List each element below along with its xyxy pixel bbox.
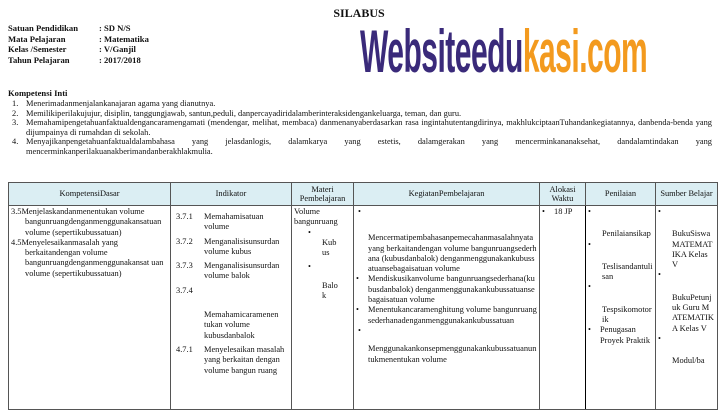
list-item [12, 137, 712, 156]
list-item [12, 99, 712, 109]
list-item [12, 118, 712, 137]
kegiatan-item: Menentukancaramenghitung volume bangunruangsederhanadenganmenggunakankubussatuan [368, 305, 537, 325]
kegiatan-item: Mencermatipembahasanpemecahanmasalahnyata yang berkaitandengan volume bangunruangsederhana (kubusdanbalok) denganmenggunakankubussatuansebagaisatuan volume [368, 233, 537, 274]
item-text: Menyajikanpengetahuanfaktualdalambahasa yang jelasdanlogis, dalamkarya yang estetis, dalamgerakan yang mencerminkananaksehat, dandalamtindakan yang mencerminkanperilakuanakberimandanberakhlakmulia. [26, 137, 712, 156]
meta-label: Kelas /Semester [8, 44, 67, 54]
sumber-item: Modul/ba [672, 356, 705, 366]
indikator-item [173, 212, 289, 233]
alokasi-value: 18 JP [554, 207, 573, 216]
cell-kegiatan [354, 206, 540, 410]
bullet-icon: • [356, 305, 359, 315]
kegiatan-bullet [356, 274, 537, 305]
indikator-item [173, 345, 289, 376]
sumber-item: BukuSiswa MATEMATIKA Kelas V [672, 229, 713, 270]
penilaian-item: Tespsikomotorik [602, 304, 652, 325]
bullet-icon: • [356, 274, 359, 284]
bullet-icon: • [658, 270, 661, 280]
item-text: Memilikiperilakujujur, disiplin, tanggungjawab, santun,peduli, danpercayadiridalamberinteraksidengankeluarga, teman, dan guru. [26, 108, 462, 118]
kompetensi-inti-heading: Kompetensi Inti [8, 88, 68, 98]
materi-title: Volume bangunruang [294, 207, 338, 227]
penilaian-item: Penugasan Proyek Praktik [600, 325, 651, 345]
watermark-part: kasi.com [522, 18, 648, 85]
indikator-code: 3.7.3 [176, 261, 193, 271]
indikator-item [173, 286, 289, 296]
bullet-icon: • [358, 207, 361, 216]
kd-item: 4.5Menyelesaikanmasalah yang berkaitandengan volume bangunruangdenganmenggunakansat uan volume (sepertikubussatuan) [11, 237, 164, 278]
indikator-code [173, 310, 204, 341]
bullet-icon: • [308, 227, 311, 237]
cell-penilaian [586, 206, 656, 410]
alokasi-item [542, 207, 583, 217]
col-header: Alokasi Waktu [540, 183, 586, 206]
col-header: KegiatanPembelajaran [354, 183, 540, 206]
meta-label: Mata Pelajaran [8, 33, 66, 44]
col-header: KompetensiDasar [9, 183, 171, 206]
page-title: SILABUS [333, 6, 385, 20]
cell-indikator [171, 206, 292, 410]
bullet-icon: • [588, 282, 591, 292]
item-number: 3. [12, 118, 19, 128]
document-meta [8, 23, 149, 65]
bullet-icon: • [588, 325, 591, 335]
indikator-item [173, 310, 289, 341]
bullet-icon: • [658, 333, 661, 343]
sumber-item: BukuPetunjuk Guru MATEMATIKA Kelas V [672, 292, 714, 333]
table-row [9, 206, 718, 410]
indikator-item [173, 261, 289, 282]
bullet-icon: • [358, 325, 361, 335]
indikator-code: 3.7.1 [176, 212, 193, 221]
kegiatan-item: Mendiskusikanvolume bangunruangsederhana(kubusdanbalok) denganmenggunakankubussatuansebagaisatuan volume [368, 274, 535, 305]
kegiatan-item: Menggunakankonsepmenggunakankubussatuanuntukmenentukan volume [368, 344, 537, 364]
meta-value: : 2017/2018 [99, 54, 141, 65]
penilaian-item: Teslisandantulisan [602, 261, 653, 282]
col-header: Indikator [171, 183, 292, 206]
penilaian-bullet [588, 325, 653, 346]
meta-value: : V/Ganjil [99, 44, 136, 54]
bullet-icon: • [658, 207, 661, 216]
col-header: Penilaian [586, 183, 656, 206]
watermark-part: Websiteedu [360, 18, 523, 85]
col-header: Materi Pembelajaran [292, 183, 354, 206]
cell-sumber [656, 206, 718, 410]
cell-kompetensi-dasar [9, 206, 171, 410]
meta-label: Tahun Pelajaran [8, 54, 70, 65]
indikator-code: 4.7.1 [176, 344, 193, 354]
bullet-icon: • [588, 207, 591, 216]
indikator-text: Memahamisatuan volume [204, 212, 264, 232]
indikator-item [173, 237, 289, 258]
bullet-icon: • [588, 239, 591, 249]
meta-label: Satuan Pendidikan [8, 23, 78, 33]
meta-value: : SD N/S [99, 23, 131, 33]
penilaian-item: Penilaiansikap [602, 229, 651, 239]
kompetensi-inti-list [12, 99, 712, 157]
col-header: Sumber Belajar [656, 183, 718, 206]
kd-item: 3.5Menjelaskandanmenentukan volume bangunruangdenganmenggunakansatuan volume (sepertikubussatuan) [11, 207, 162, 237]
cell-alokasi [540, 206, 586, 410]
materi-item: Balok [322, 280, 338, 301]
item-text: Menerimadanmenjalankanajaran agama yang dianutnya. [26, 99, 216, 108]
indikator-code: 3.7.2 [176, 236, 193, 246]
materi-item: Kubus [322, 237, 337, 258]
indikator-code: 3.7.4 [176, 285, 193, 295]
item-number: 2. [12, 108, 19, 118]
kegiatan-bullet [356, 305, 537, 326]
meta-value: : Matematika [99, 33, 149, 44]
indikator-text: Menganalisisunsurdan volume balok [204, 261, 280, 281]
table-header-row [9, 183, 718, 206]
silabus-table [8, 182, 718, 410]
indikator-text: Memahamicaramenen tukan volume kubusdanbalok [204, 310, 279, 340]
bullet-icon: • [542, 207, 545, 216]
item-number: 1. [12, 99, 19, 108]
list-item [12, 109, 712, 119]
indikator-text: Menyelesaikan masalah yang berkaitan dengan volume bangun ruang [204, 344, 285, 375]
item-text: Memahamipengetahuanfaktualdengancaramengamati (mendengar, melihat, membaca) danmenanyaberdasarkan rasa ingintahutentangdirinya, makhlukciptaanTuhandankegiatannya, danbenda-benda yang dijumpainya di rumahdan di sekolah. [26, 118, 712, 137]
indikator-text: Menganalisisunsurdan volume kubus [204, 236, 280, 256]
cell-materi [292, 206, 354, 410]
watermark [360, 18, 648, 85]
item-number: 4. [12, 137, 19, 147]
bullet-icon: • [308, 262, 311, 272]
